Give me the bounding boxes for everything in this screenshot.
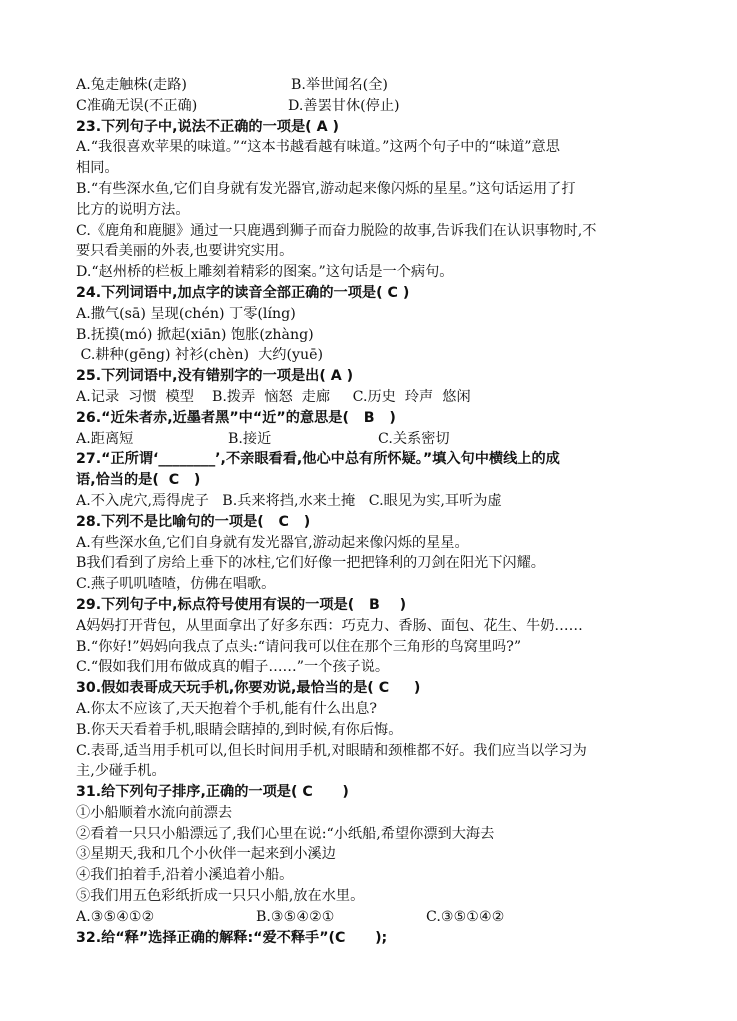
option-c: C准确无误(不正确) <box>76 97 198 114</box>
q31-option-b: B.③⑤④②① <box>256 908 335 925</box>
exam-page <box>76 75 706 948</box>
q31-sentence-3: ③星期天,我和几个小伙伴一起来到小溪边 <box>76 846 336 863</box>
question-28: 28.下列不是比喻句的一项是( C ) <box>76 513 311 530</box>
question-24: 24.下列词语中,加点字的读音全部正确的一项是( C ) <box>76 284 410 301</box>
q29-option-a: A妈妈打开背包，从里面拿出了好多东西：巧克力、香肠、面包、花生、牛奶…… <box>76 617 583 634</box>
q30-option-c-line1: C.表哥,适当用手机可以,但长时间用手机,对眼睛和颈椎都不好。我们应当以学习为 <box>76 742 587 759</box>
q26-option-a: A.距离短 <box>76 430 134 447</box>
q28-option-c: C.燕子叽叽喳喳，仿佛在唱歌。 <box>76 576 276 593</box>
question-23: 23.下列句子中,说法不正确的一项是( A ) <box>76 118 339 135</box>
q23-option-a-line1: A.“我很喜欢苹果的味道。”“这本书越看越有味道。”这两个句子中的“味道”意思 <box>76 139 560 156</box>
question-31: 31.给下列句子排序,正确的一项是( C ) <box>76 784 349 801</box>
q31-sentence-2: ②看着一只只小船漂远了,我们心里在说:“小纸船,希望你漂到大海去 <box>76 825 495 842</box>
q24-option-c: C.耕种(gēng) 衬衫(chèn) 大约(yuē) <box>76 347 324 364</box>
q30-option-b: B.你天天看着手机,眼睛会瞎掉的,到时候,有你后悔。 <box>76 721 403 738</box>
question-32: 32.给“释”选择正确的解释:“爱不释手”(C ); <box>76 929 388 946</box>
question-27-line2: 语,恰当的是( C ) <box>76 472 201 489</box>
q29-option-c: C.“假如我们用布做成真的帽子……”一个孩子说。 <box>76 659 390 676</box>
q31-sentence-4: ④我们拍着手,沿着小溪追着小船。 <box>76 867 294 884</box>
q31-sentence-5: ⑤我们用五色彩纸折成一只只小船,放在水里。 <box>76 888 365 905</box>
q23-option-c-line2: 要只看美丽的外表,也要讲究实用。 <box>76 243 294 260</box>
q24-option-b: B.抚摸(mó) 掀起(xiān) 饱胀(zhàng) <box>76 326 314 343</box>
q31-option-a: A.③⑤④①② <box>76 908 155 925</box>
q26-option-c: C.关系密切 <box>378 430 450 447</box>
q30-option-a: A.你太不应该了,天天抱着个手机,能有什么出息? <box>76 700 377 717</box>
q23-option-a-line2: 相同。 <box>76 160 119 177</box>
q30-option-c-line2: 主,少碰手机。 <box>76 763 166 780</box>
q24-option-a: A.撒气(sā) 呈现(chén) 丁零(líng) <box>76 305 296 322</box>
option-d: D.善罢甘休(停止) <box>288 97 400 114</box>
option-a: A.兔走触株(走路) <box>76 77 187 93</box>
question-27-line1: 27.“正所谓‘________’,不亲眼看看,他心中总有所怀疑。”填入句中横线上的成 <box>76 451 560 468</box>
q27-options: A.不入虎穴,焉得虎子 B.兵来将挡,水来土掩 C.眼见为实,耳听为虚 <box>76 492 502 509</box>
q23-option-c-line1: C.《鹿角和鹿腿》通过一只鹿遇到狮子而奋力脱险的故事,告诉我们在认识事物时,不 <box>76 222 597 239</box>
q31-sentence-1: ①小船顺着水流向前漂去 <box>76 804 233 821</box>
q23-option-b-line1: B.“有些深水鱼,它们自身就有发光器官,游动起来像闪烁的星星。”这句话运用了打 <box>76 180 576 197</box>
question-30: 30.假如表哥成天玩手机,你要劝说,最恰当的是( C ) <box>76 680 421 697</box>
q28-option-a: A.有些深水鱼,它们自身就有发光器官,游动起来像闪烁的星星。 <box>76 534 469 551</box>
line-l02 <box>76 96 706 117</box>
q25-options: A.记录 习惯 模型 B.拨弄 恼怒 走廊 C.历史 玲声 悠闲 <box>76 388 471 405</box>
question-29: 29.下列句子中,标点符号使用有误的一项是( B ) <box>76 596 407 613</box>
q26-option-b: B.接近 <box>228 430 272 447</box>
q23-option-b-line2: 比方的说明方法。 <box>76 201 190 218</box>
q28-option-b: B我们看到了房给上垂下的冰柱,它们好像一把把锋利的刀剑在阳光下闪耀。 <box>76 555 545 572</box>
q23-option-d: D.“赵州桥的栏板上雕刻着精彩的图案。”这句话是一个病句。 <box>76 264 454 281</box>
q29-option-b: B.“你好!”妈妈向我点了点头:“请问我可以住在那个三角形的鸟窝里吗?” <box>76 638 522 655</box>
question-25: 25.下列词语中,没有错别字的一项是出( A ) <box>76 368 354 385</box>
q26-options <box>76 429 706 450</box>
question-26: 26.“近朱者赤,近墨者黑”中“近”的意思是( B ) <box>76 409 396 426</box>
q31-option-c: C.③⑤①④② <box>426 908 505 925</box>
q31-options <box>76 907 706 928</box>
option-b: B.举世闻名(全) <box>291 77 388 93</box>
line-l01 <box>76 75 706 96</box>
